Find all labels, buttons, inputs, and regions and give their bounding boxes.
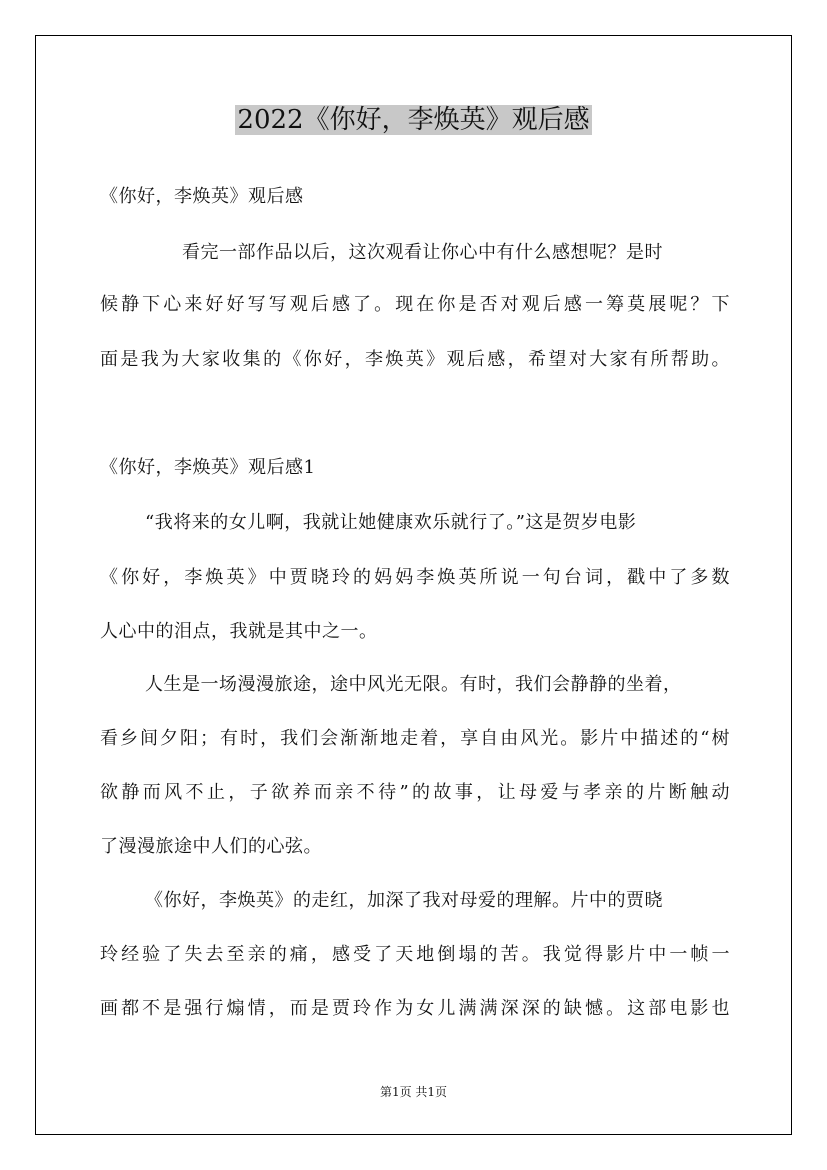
p1-line-1: “我将来的女儿啊，我就让她健康欢乐就行了。”这是贺岁电影: [145, 512, 637, 533]
p3-line-1: 《你好，李焕英》的走红，加深了我对母爱的理解。片中的贾晓: [145, 890, 663, 911]
document-title: [0, 98, 827, 142]
p2-line-3: 欲静而风不止，子欲养而亲不待”的故事，让母爱与孝亲的片断触动: [100, 782, 730, 803]
intro-line-3: 面是我为大家收集的《你好，李焕英》观后感，希望对大家有所帮助。: [100, 349, 730, 370]
p2-line-4: 了漫漫旅途中人们的心弦。: [100, 836, 322, 857]
intro-line-1: 看完一部作品以后，这次观看让你心中有什么感想呢？是时: [182, 242, 663, 263]
p3-line-3: 画都不是强行煽情，而是贾玲作为女儿满满深深的缺憾。这部电影也: [100, 998, 730, 1019]
p3-line-2: 玲经验了失去至亲的痛，感受了天地倒塌的苦。我觉得影片中一帧一: [100, 944, 730, 965]
subtitle: 《你好，李焕英》观后感: [100, 186, 304, 207]
document-title-text: 2022《你好，李焕英》观后感: [237, 105, 590, 135]
section-heading: 《你好，李焕英》观后感1: [100, 457, 316, 478]
p2-line-2: 看乡间夕阳；有时，我们会渐渐地走着，享自由风光。影片中描述的“树: [100, 728, 730, 749]
p1-line-2: 《你好，李焕英》中贾晓玲的妈妈李焕英所说一句台词，戳中了多数: [100, 567, 730, 588]
p2-line-1: 人生是一场漫漫旅途，途中风光无限。有时，我们会静静的坐着，: [145, 674, 682, 695]
page-footer: 第1页 共1页: [379, 1085, 448, 1099]
p1-line-3: 人心中的泪点，我就是其中之一。: [100, 621, 378, 642]
intro-line-2: 候静下心来好好写写观后感了。现在你是否对观后感一筹莫展呢？下: [100, 294, 730, 315]
